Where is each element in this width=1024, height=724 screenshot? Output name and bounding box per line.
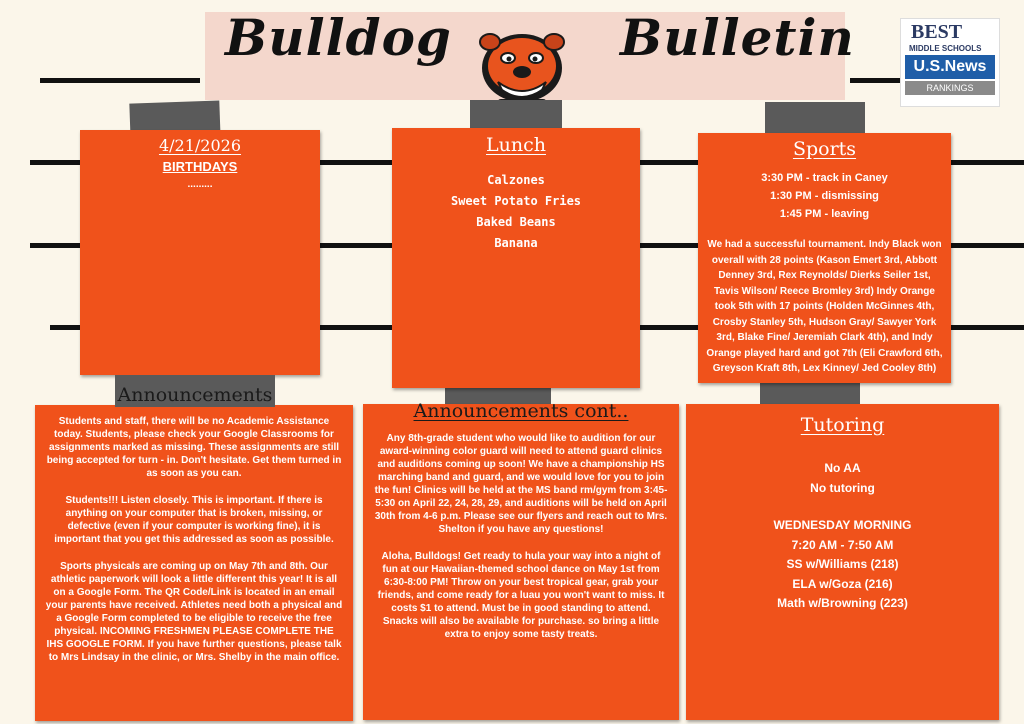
tutoring-line: No tutoring <box>810 481 875 495</box>
announcements-cont-title: Announcements cont.. <box>413 400 629 422</box>
announcements-cont-body <box>373 432 669 655</box>
tutoring-line: WEDNESDAY MORNING <box>773 518 912 532</box>
sports-schedule <box>698 169 951 223</box>
announcement-paragraph: Sports physicals are coming up on May 7th and 8th. Our athletic paperwork will look a little different this year! It is all on a Google Form. The QR Code/Link is located in an email your parents have received. Athletes need both a physical and a Google Form completed to be eligible to receive the free physical. INCOMING FRESHMEN PLEASE COMPLETE THE IHS GOOGLE FORM. If you have further questions, please talk to Mrs Lindsay in the clinic, or Mrs. Shelby in the main office. <box>45 561 343 663</box>
sports-panel <box>698 133 951 383</box>
announcement-paragraph: Students!!! Listen closely. This is important. If there is anything on your computer that is broken, missing, or defective (even if your computer is working fine), it is important that you get this addressed as soon as possible. <box>54 495 334 545</box>
sports-schedule-item: 1:30 PM - dismissing <box>770 190 879 202</box>
badge-line4: RANKINGS <box>905 81 995 95</box>
tutoring-line: Math w/Browning (223) <box>777 596 908 610</box>
divider-line <box>320 325 400 330</box>
announcement-cont-paragraph: Aloha, Bulldogs! Get ready to hula your way into a night of fun at our Hawaiian-themed school dance on May 1st from 6:30-8:00 PM! Throw on your best tropical gear, grab your friends, and come ready for a luau you won't want to miss. It costs $1 to attend. Must be in good standing to attend. Snacks will also be available for purchase. so bring a little extra to enjoy some tasty treats. <box>377 551 665 640</box>
divider-line <box>320 243 400 248</box>
birthdays-content: ......... <box>187 179 213 190</box>
birthdays-date: 4/21/2026 <box>158 136 242 155</box>
tutoring-line: SS w/Williams (218) <box>786 557 899 571</box>
best-schools-badge <box>900 18 1000 107</box>
tutoring-line: ELA w/Goza (216) <box>792 576 893 591</box>
tutoring-line: 7:20 AM - 7:50 AM <box>791 537 894 552</box>
badge-line3: U.S.News <box>905 55 995 79</box>
tutoring-title: Tutoring <box>800 414 885 436</box>
lunch-panel <box>392 128 640 388</box>
announcement-paragraph: Students and staff, there will be no Academic Assistance today. Students, please check your Google Classrooms for assignments marked as missing. These assignments are still being accepted for turn - in. Don't hesitate. Get them turned in as soon as you can. <box>46 416 342 479</box>
divider-line <box>40 78 200 83</box>
lunch-item: Sweet Potato Fries <box>450 194 582 208</box>
tutoring-notes <box>686 458 999 498</box>
sports-schedule-item: 1:45 PM - leaving <box>779 208 870 220</box>
announcements-body <box>45 415 343 678</box>
divider-line <box>945 325 1024 330</box>
birthdays-panel <box>80 130 320 375</box>
sports-report: We had a successful tournament. Indy Black won overall with 28 points (Kason Emert 3rd, Abbott Denney 3rd, Rex Reynolds/ Dierks Seiler 1st, Tavis Wilson/ Reece Bromley 3rd) Indy Orange took 5th with 17 points (Holden McGinnes 4th, Crosby Stanley 5th, Hudson Gray/ Sawyer York 3rd, Blake Fine/ Jeremiah Clark 4th), and Indy Orange played hard and got 7th (Eli Crawford 6th, Greyson Kraft 8th, Lex Kinney/ Jed Cooley 8th) <box>706 239 943 374</box>
lunch-menu <box>392 170 640 254</box>
title-left: Bulldog <box>225 8 452 67</box>
tutoring-panel <box>686 404 999 720</box>
title-right: Bulletin <box>620 8 855 67</box>
lunch-item: Banana <box>494 236 538 250</box>
announcement-cont-paragraph: Any 8th-grade student who would like to audition for our award-winning color guard will need to attend guard clinics and auditions coming up soon! We have a championship HS marching band and guard, and we would love for you to join the fun! Clinics will be held at the MS band rm/gym from 3:45-5:30 on April 22, 24, 28, 29, and auditions will be held on April 30th from 4-6 p.m. Please see our flyers and reach out to Mrs. Shelton if you have any questions! <box>374 433 668 535</box>
sports-schedule-item: 3:30 PM - track in Caney <box>761 172 888 184</box>
announcements-panel <box>35 405 353 721</box>
divider-line <box>320 160 400 165</box>
badge-line1: BEST <box>911 21 963 43</box>
divider-line <box>945 243 1024 248</box>
divider-line <box>945 160 1024 165</box>
lunch-item: Baked Beans <box>476 215 556 229</box>
tutoring-schedule <box>686 516 999 614</box>
announcements-cont-panel <box>363 404 679 720</box>
tutoring-line: No AA <box>824 461 861 475</box>
lunch-title: Lunch <box>486 134 546 156</box>
lunch-item: Calzones <box>487 173 545 187</box>
badge-line2: MIDDLE SCHOOLS <box>909 44 982 53</box>
announcements-title: Announcements <box>117 384 273 406</box>
sports-title: Sports <box>792 138 857 160</box>
birthdays-title: BIRTHDAYS <box>162 159 238 174</box>
